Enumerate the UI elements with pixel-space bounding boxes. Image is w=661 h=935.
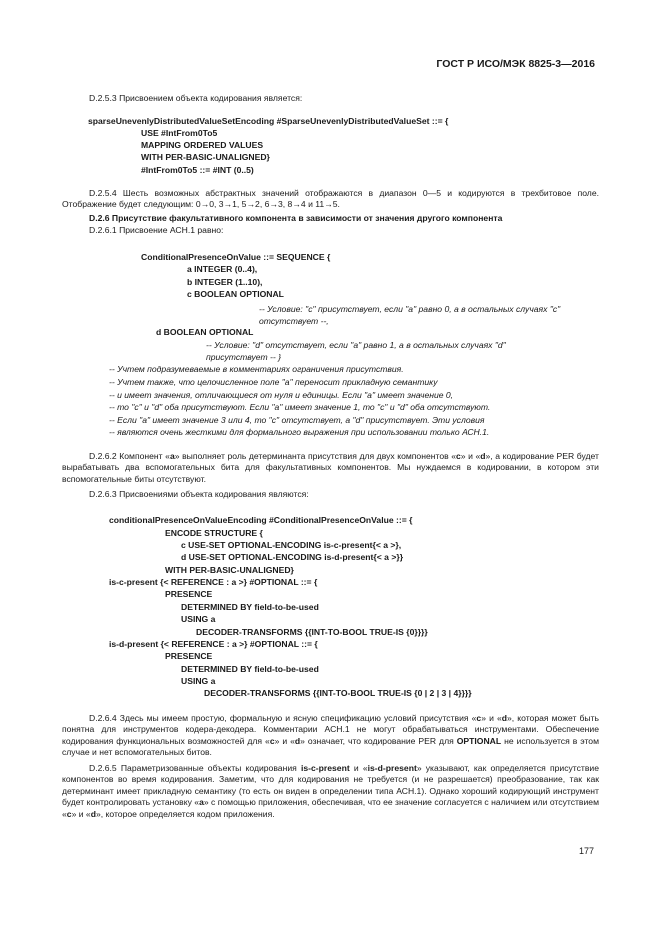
text-run: » и « [71,808,91,819]
code-line: a INTEGER (0..4), [187,264,258,274]
text-run: » указывают, как определяется присутствие компонентов во время кодирования. Заметим, что для кодирования не требуется (и не разрешается) преобразование, так как детерминант имеет прикладную семантику (то есть он виден в определении типа АСН.1). Однако хороший кодирующий инструмент будет контролировать установку « [62,763,600,808]
code-line: DETERMINED BY field-to-be-used [181,602,319,612]
code-comment: -- Учтем подразумеваемые в комментариях ограничения присутствия. [109,364,404,374]
code-line: conditionalPresenceOnValueEncoding #ConditionalPresenceOnValue ::= { [109,515,413,525]
code-term: c [476,713,482,723]
code-term: a [169,451,175,461]
code-line: sparseUnevenlyDistributedValueSetEncoding #SparseUnevenlyDistributedValueSet ::= { [88,116,449,126]
text-run: D.2.6.2 Компонент « [89,451,170,461]
text-run: » означает, что кодирование PER для [300,735,457,746]
section-d26-title: D.2.6 Присутствие факультативного компонента в зависимости от значения другого компонента [89,213,503,223]
code-comment: -- Условие: "d" отсутствует, если "a" равно 1, а в остальных случаях "d" [206,340,506,350]
code-term: d [501,713,507,723]
text-run: » и « [274,735,295,746]
code-line: ConditionalPresenceOnValue ::= SEQUENCE { [141,252,331,262]
section-d262 [62,451,599,485]
code-line: WITH PER-BASIC-UNALIGNED} [141,152,270,162]
section-d253: D.2.5.3 Присвоением объекта кодирования является: [89,93,303,103]
text-run: » и « [460,451,481,461]
code-line: MAPPING ORDERED VALUES [141,140,264,150]
page-number: 177 [578,846,594,856]
text-run: » и « [481,713,502,723]
code-line: d USE-SET OPTIONAL-ENCODING is-d-present{< a >}} [181,552,404,562]
section-d265 [62,763,599,820]
code-line: is-c-present {< REFERENCE : a >} #OPTIONAL ::= { [109,577,318,587]
code-comment: -- Если "a" имеет значение 3 или 4, то "c" отсутствует, а "d" присутствует. Эти условия [109,415,485,425]
code-line: DETERMINED BY field-to-be-used [181,664,319,674]
code-line: USING a [181,676,216,686]
code-term: d [480,451,486,461]
code-term: is-c-present [300,763,350,773]
code-term: OPTIONAL [456,735,502,746]
code-line: USE #IntFrom0To5 [141,128,218,138]
code-comment: отсутствует --, [259,316,329,326]
text-run: » выполняет роль детерминанта присутствия для двух компонентов « [174,451,457,461]
code-line: DECODER-TRANSFORMS {{INT-TO-BOOL TRUE-IS {0}}}} [196,627,428,637]
code-line: c USE-SET OPTIONAL-ENCODING is-c-present{< a >}, [181,540,402,550]
code-term: c [269,735,275,746]
text-run: », которое определяется кодом приложения. [95,808,275,819]
code-term: is-d-present [367,763,417,773]
text-run: не используется в этом случае и нет вспомогательных битов. [62,735,599,758]
code-comment: -- Условие: "c" присутствует, если "a" равно 0, а в остальных случаях "c" [259,304,561,314]
section-d261: D.2.6.1 Присвоение АСН.1 равно: [89,225,224,235]
code-line: WITH PER-BASIC-UNALIGNED} [165,565,294,575]
code-line: ENCODE STRUCTURE { [165,528,263,538]
code-line: d BOOLEAN OPTIONAL [156,327,254,337]
code-term: a [199,797,204,808]
code-line: USING a [181,614,216,624]
text-run: », которая может быть понятна для инструментов кодера-декодера. Комментарии АСН.1 не могут обрабатываться инструментами. Обеспечение кодирования функциональных возможностей для « [62,713,600,746]
page-header: ГОСТ Р ИСО/МЭК 8825-3—2016 [436,58,595,70]
code-comment: -- Учтем также, что целочисленное поле "a" переносит прикладную семантику [109,377,438,387]
code-term: d [90,808,96,819]
code-line: b INTEGER (1..10), [187,277,263,287]
code-line: is-d-present {< REFERENCE : a >} #OPTIONAL ::= { [109,639,318,649]
text-run: и « [349,763,368,773]
code-comment: -- являются очень жесткими для формального выражения при использовании только АСН.1. [109,427,490,437]
text-run: D.2.6.5 Параметризованные объекты кодирования [89,763,301,773]
text-run: », а кодирование PER будет вырабатывать два вспомогательных бита для факультативных компонентов. Мы нуждаемся в кодировании, в котором эти вспомогательные биты отсутствуют. [62,451,599,484]
code-line: #IntFrom0To5 ::= #INT (0..5) [141,165,254,175]
code-comment: -- и имеет значения, отличающиеся от нуля и единицы. Если "a" имеет значение 0, [109,390,454,400]
text-run: » с помощью приложения, обеспечивая, что ее значение согласуется с наличием или отсутствием « [62,797,599,819]
code-line: DECODER-TRANSFORMS {{INT-TO-BOOL TRUE-IS {0 | 2 | 3 | 4}}}} [204,688,472,698]
code-comment: -- то "c" и "d" оба присутствуют. Если "a" имеет значение 1, то "c" и "d" оба отсутствуют. [109,402,491,412]
code-line: PRESENCE [165,589,213,599]
code-comment: присутствует -- } [206,352,282,362]
section-d263: D.2.6.3 Присвоениями объекта кодирования являются: [89,489,309,499]
code-term: c [66,808,72,819]
code-line: PRESENCE [165,651,213,661]
section-d264 [62,713,599,759]
code-term: c [456,451,461,461]
text-run: D.2.6.4 Здесь мы имеем простую, формальную и ясную спецификацию условий присутствия « [89,713,477,723]
section-d254: D.2.5.4 Шесть возможных абстрактных значений отображаются в диапазон 0—5 и кодируются в трехбитовое поле. Отображение будет следующим: 0→0, 3→1, 5→2, 6→3, 8→4 и 11→5. [62,188,599,210]
code-line: c BOOLEAN OPTIONAL [187,289,284,299]
code-term: d [294,735,301,746]
